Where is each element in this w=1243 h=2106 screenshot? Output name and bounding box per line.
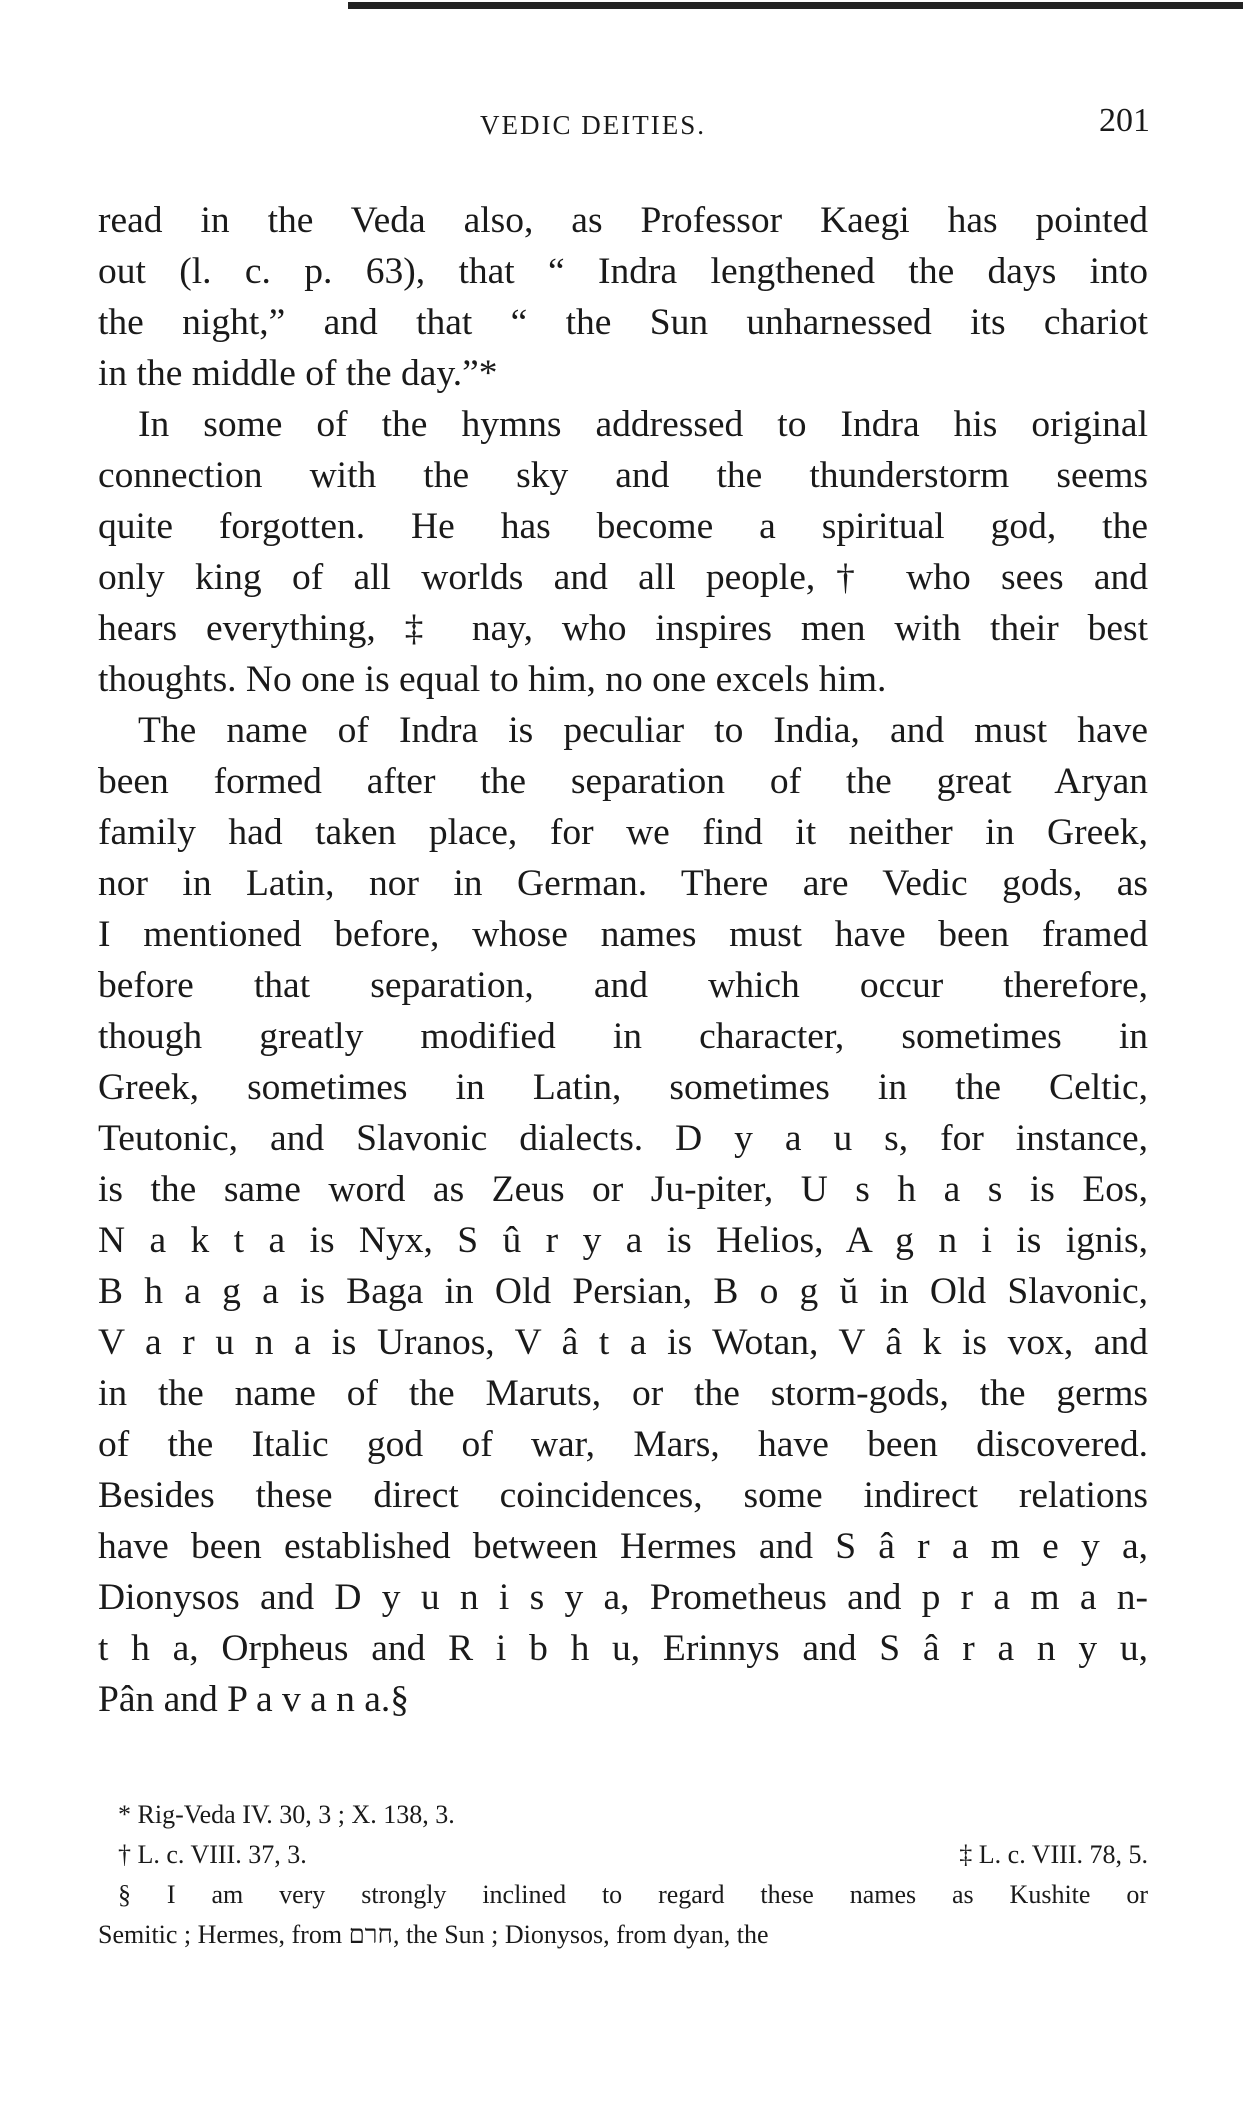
text-line: V a r u n a is Uranos, V â t a is Wotan, V â k is vox, and bbox=[98, 1322, 1148, 1363]
footnote-4-line-2: Semitic ; Hermes, from חרם, the Sun ; Dionysos, from dyan, the bbox=[98, 1920, 769, 1949]
paragraph-1 bbox=[98, 195, 1148, 399]
text-line: in the middle of the day.”* bbox=[98, 353, 498, 394]
text-line: connection with the sky and the thunderstorm seems bbox=[98, 455, 1148, 496]
text-line: hears everything, ‡ nay, who inspires men with their best bbox=[98, 608, 1148, 649]
page-header bbox=[98, 102, 1148, 152]
text-line: family had taken place, for we find it neither in Greek, bbox=[98, 812, 1148, 853]
running-head: VEDIC DEITIES. bbox=[480, 110, 706, 140]
text-line: read in the Veda also, as Professor Kaegi has pointed bbox=[98, 200, 1148, 241]
footnote-1: * Rig-Veda IV. 30, 3 ; X. 138, 3. bbox=[118, 1800, 455, 1829]
text-line: out (l. c. p. 63), that “ Indra lengthened the days into bbox=[98, 251, 1148, 292]
text-line: I mentioned before, whose names must have been framed bbox=[98, 914, 1148, 955]
text-line: In some of the hymns addressed to Indra his original bbox=[138, 404, 1148, 445]
text-line: have been established between Hermes and S â r a m e y a, bbox=[98, 1526, 1148, 1567]
text-line: N a k t a is Nyx, S û r y a is Helios, A g n i is ignis, bbox=[98, 1220, 1148, 1261]
text-line: is the same word as Zeus or Ju-piter, U s h a s is Eos, bbox=[98, 1169, 1148, 1210]
text-line: Greek, sometimes in Latin, sometimes in the Celtic, bbox=[98, 1067, 1148, 1108]
text-line: before that separation, and which occur therefore, bbox=[98, 965, 1148, 1006]
footnote-row bbox=[98, 1835, 1148, 1875]
text-line: quite forgotten. He has become a spiritual god, the bbox=[98, 506, 1148, 547]
text-line: the night,” and that “ the Sun unharnessed its chariot bbox=[98, 302, 1148, 343]
text-line: Dionysos and D y u n i s y a, Prometheus and p r a m a n- bbox=[98, 1577, 1148, 1618]
footnote-3: ‡ L. c. VIII. 78, 5. bbox=[959, 1840, 1148, 1869]
text-line: Pân and P a v a n a.§ bbox=[98, 1679, 410, 1720]
text-line: t h a, Orpheus and R i b h u, Erinnys and S â r a n y u, bbox=[98, 1628, 1148, 1669]
text-line: of the Italic god of war, Mars, have been discovered. bbox=[98, 1424, 1148, 1465]
paragraph-2 bbox=[98, 399, 1148, 705]
footnotes bbox=[98, 1795, 1148, 1955]
text-line: though greatly modified in character, sometimes in bbox=[98, 1016, 1148, 1057]
text-line: been formed after the separation of the great Aryan bbox=[98, 761, 1148, 802]
page-number: 201 bbox=[1099, 102, 1150, 139]
body-text bbox=[98, 195, 1148, 1725]
text-line: in the name of the Maruts, or the storm-gods, the germs bbox=[98, 1373, 1148, 1414]
footnote-2: † L. c. VIII. 37, 3. bbox=[118, 1840, 307, 1869]
text-line: thoughts. No one is equal to him, no one excels him. bbox=[98, 659, 887, 700]
text-line: nor in Latin, nor in German. There are Vedic gods, as bbox=[98, 863, 1148, 904]
footnote-4-line-1: § I am very strongly inclined to regard these names as Kushite or bbox=[118, 1880, 1148, 1909]
text-line: Teutonic, and Slavonic dialects. D y a u s, for instance, bbox=[98, 1118, 1148, 1159]
text-line: Besides these direct coincidences, some indirect relations bbox=[98, 1475, 1148, 1516]
text-line: B h a g a is Baga in Old Persian, B o g ŭ in Old Slavonic, bbox=[98, 1271, 1148, 1312]
text-line: The name of Indra is peculiar to India, and must have bbox=[138, 710, 1148, 751]
top-rule bbox=[348, 2, 1243, 9]
text-line: only king of all worlds and all people,† who sees and bbox=[98, 557, 1148, 598]
paragraph-3 bbox=[98, 705, 1148, 1725]
